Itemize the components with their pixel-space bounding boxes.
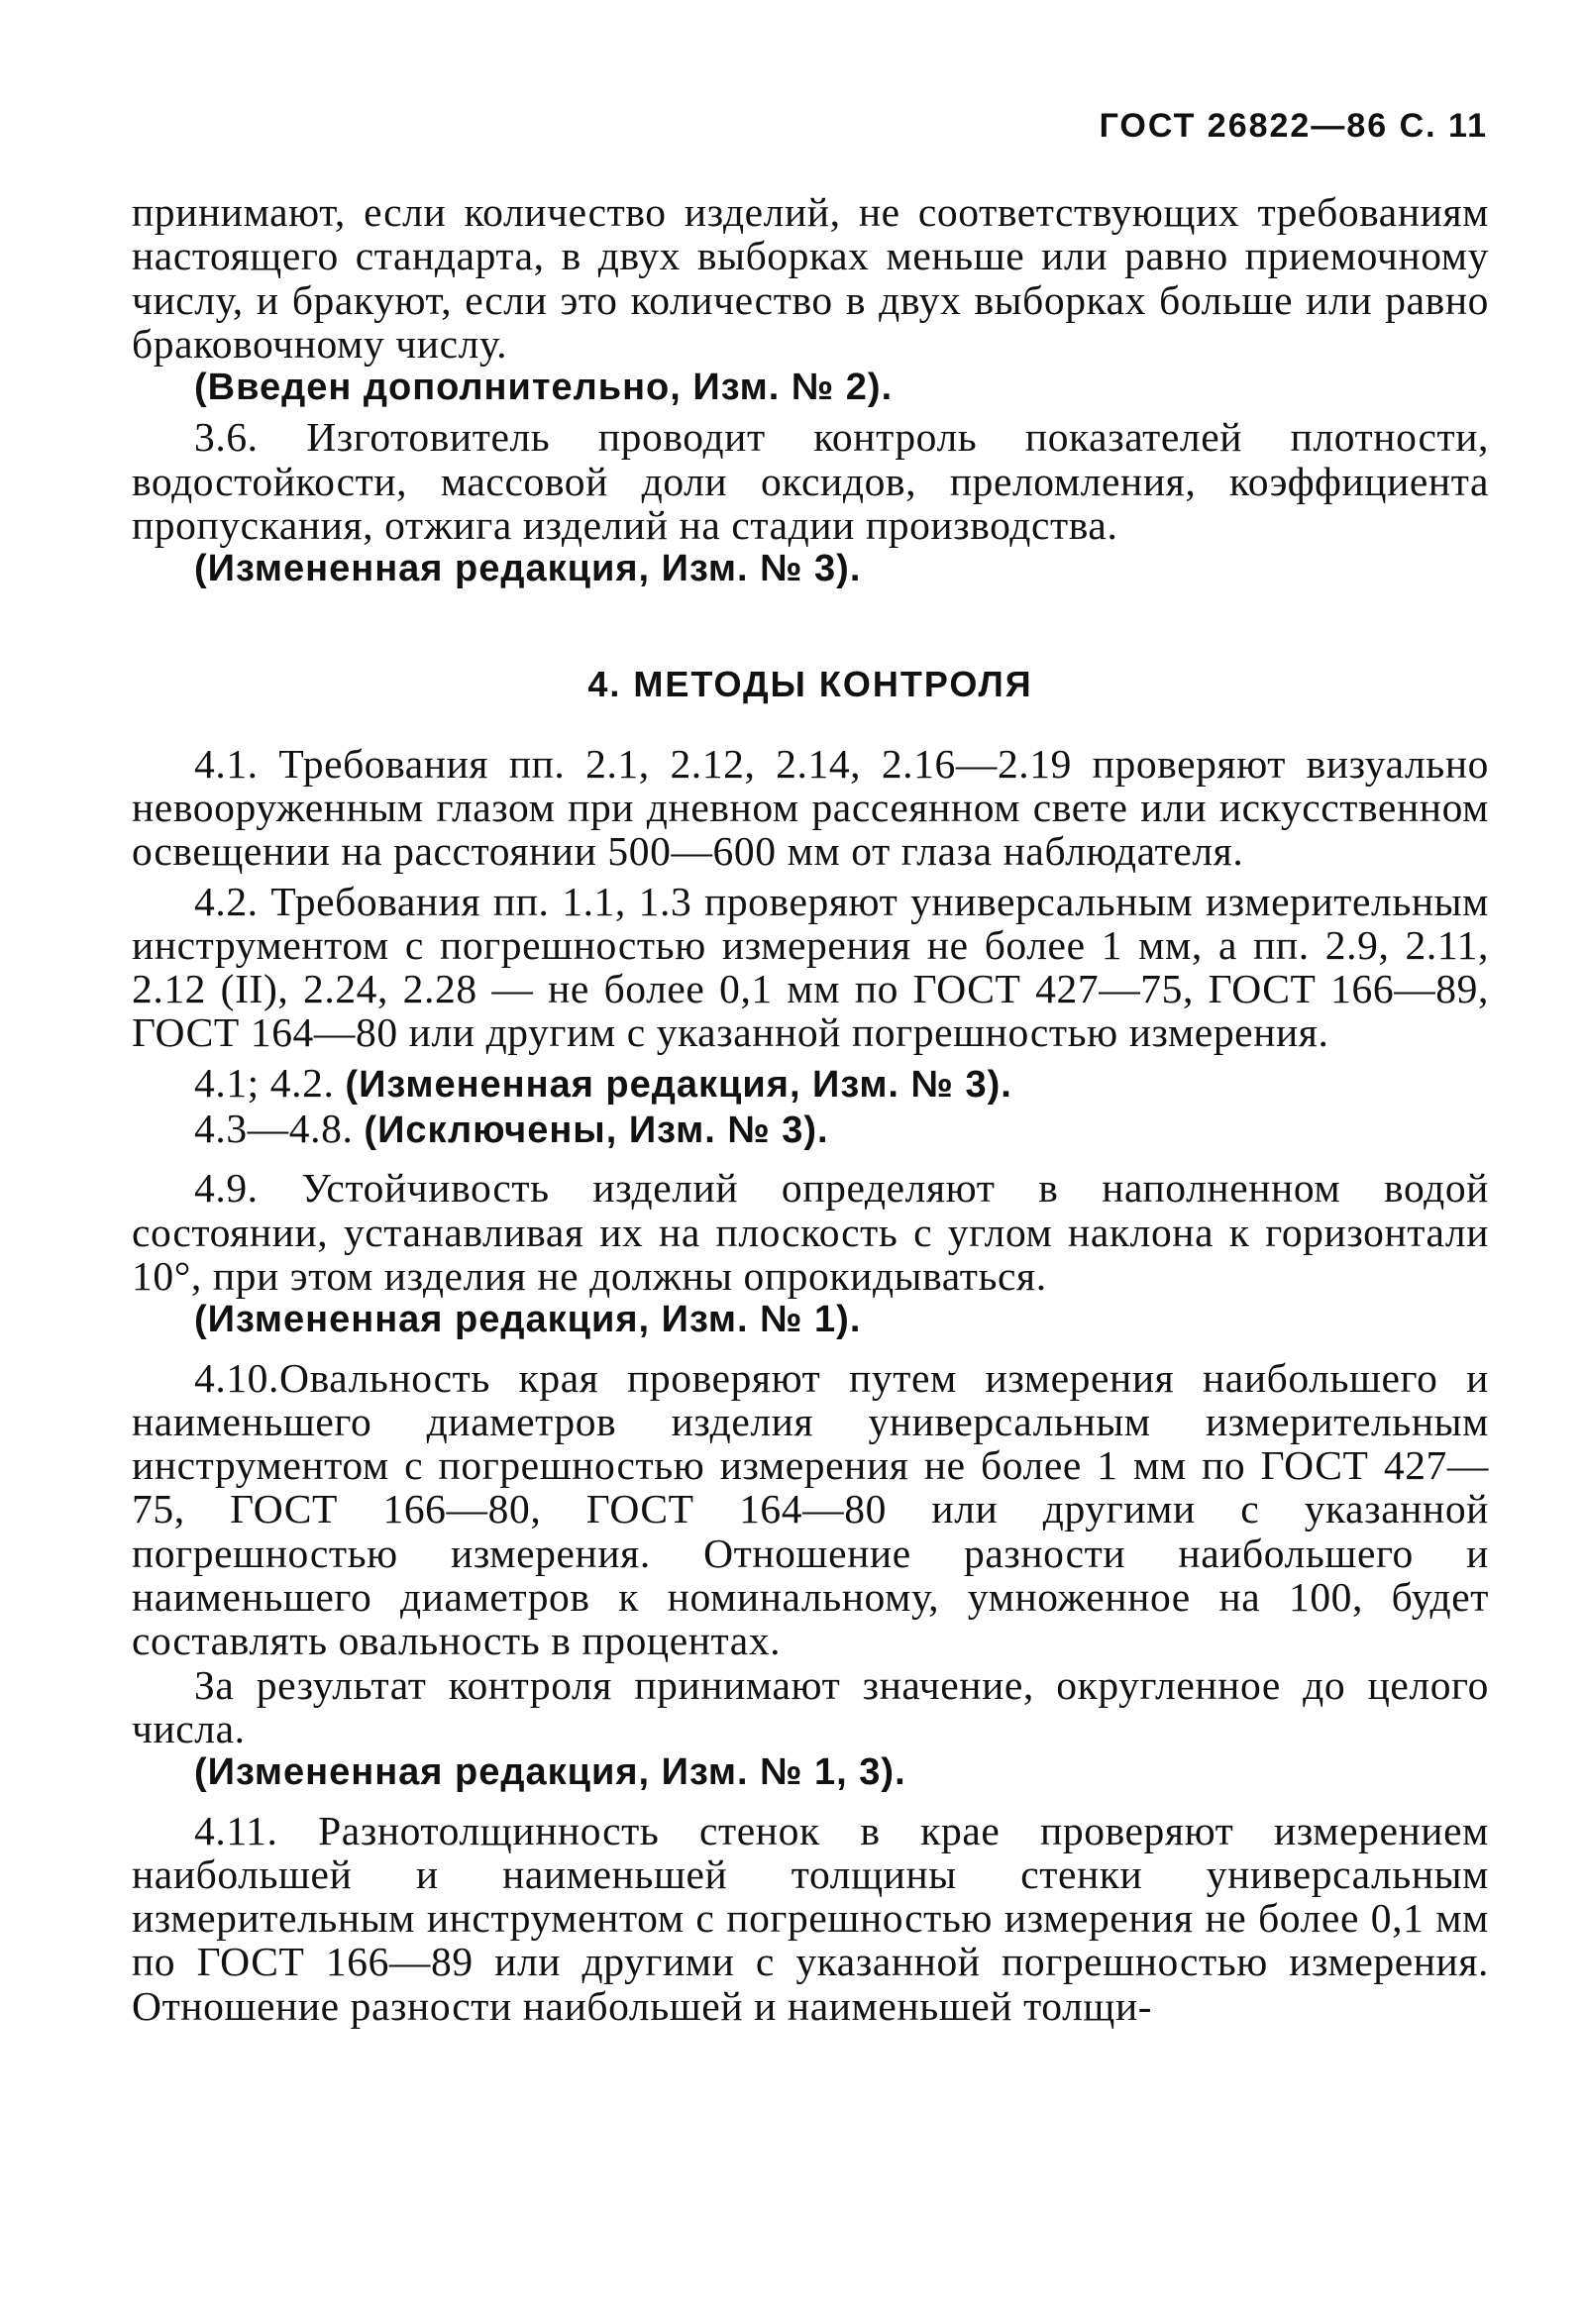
paragraph-4-9: 4.9. Устойчивость изделий определяют в наполненном водой состоянии, устанавливая их на плоскость с углом наклона к горизонтали 10°, при этом изделия не должны опрокидываться.: [132, 1165, 1489, 1299]
amendment-note: (Измененная редакция, Изм. № 1, 3).: [194, 1751, 906, 1794]
paragraph-4-10-result: За результат контроля принимают значение, округленное до целого числа.: [132, 1661, 1489, 1751]
body-text: [132, 190, 1489, 2028]
amendment-note: (Измененная редакция, Изм. № 3).: [194, 548, 862, 590]
running-head: ГОСТ 26822—86 С. 11: [1099, 107, 1488, 145]
section-title: 4. МЕТОДЫ КОНТРОЛЯ: [587, 663, 1033, 704]
amendment-note: (Исключены, Изм. № 3).: [364, 1109, 829, 1152]
amendment-note: (Измененная редакция, Изм. № 1).: [194, 1299, 862, 1341]
amendment-note: (Измененная редакция, Изм. № 3).: [345, 1063, 1012, 1106]
amendment-prefix: 4.1; 4.2.: [194, 1059, 335, 1106]
amendment-prefix: 4.3—4.8.: [194, 1106, 354, 1152]
paragraph-4-2: 4.2. Требования пп. 1.1, 1.3 проверяют универсальным измерительным инструментом с погрешностью измерения не более 1 мм, а пп. 2.9, 2.11, 2.12 (II), 2.24, 2.28 — не более 0,1 мм по ГОСТ 427—75, ГОСТ 166—89, ГОСТ 164—80 или другим с указанной погрешностью измерения.: [132, 878, 1489, 1056]
amendment-note: (Введен дополнительно, Изм. № 2).: [194, 367, 894, 409]
amendment-line: [132, 1061, 1489, 1107]
paragraph-4-11: 4.11. Разнотолщинность стенок в крае проверяют измерением наибольшей и наименьшей толщины стенки универсальным измерительным инструментом с погрешностью измерения не более 0,1 мм по ГОСТ 166—89 или другими с указанной погрешностью измерения. Отношение разности наибольшей и наименьшей толщи-: [132, 1807, 1489, 2029]
paragraph-4-10: 4.10.Овальность края проверяют путем измерения наибольшего и наименьшего диаметров изделия универсальным измерительным инструментом с погрешностью измерения не более 1 мм по ГОСТ 427—75, ГОСТ 166—80, ГОСТ 164—80 или другими с указанной погрешностью измерения. Отношение разности наибольшего и наименьшего диаметров к номинальному, умноженное на 100, будет составлять овальность в процентах.: [132, 1354, 1489, 1664]
amendment-line: [132, 1107, 1489, 1152]
paragraph-4-1: 4.1. Требования пп. 2.1, 2.12, 2.14, 2.16—2.19 проверяют визуально невооруженным глазом при дневном рассеянном свете или искусственном освещении на расстоянии 500—600 мм от глаза наблюдателя.: [132, 740, 1489, 875]
paragraph-continuation: принимают, если количество изделий, не соответствующих требованиям настоящего стандарта, в двух выборках меньше или равно приемочному числу, и бракуют, если это количество в двух выборках больше или равно браковочному числу.: [132, 189, 1489, 367]
paragraph-3-6: 3.6. Изготовитель проводит контроль показателей плотности, водостойкости, массовой доли оксидов, преломления, коэффициента пропускания, отжига изделий на стадии производства.: [132, 414, 1489, 549]
